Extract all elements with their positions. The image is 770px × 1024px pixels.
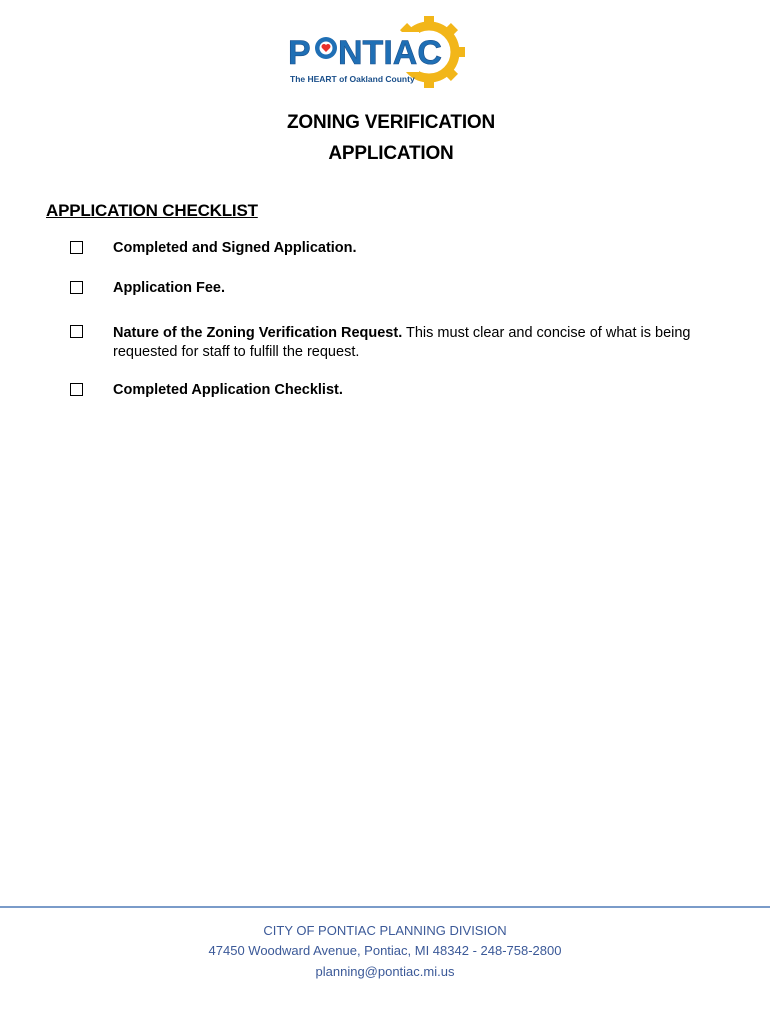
checklist-item-description: This must clear and concise of what is being requested for staff to fulfill the request. bbox=[113, 325, 691, 360]
logo-tagline: The HEART of Oakland County bbox=[290, 74, 415, 84]
checkbox-application-fee[interactable] bbox=[70, 281, 83, 294]
checklist-item bbox=[113, 239, 713, 258]
pontiac-logo bbox=[286, 16, 466, 92]
footer-divider bbox=[0, 906, 770, 908]
checklist-item-label: Completed and Signed Application. bbox=[113, 240, 357, 256]
checklist-item-label: Application Fee. bbox=[113, 280, 225, 296]
checklist-item bbox=[113, 279, 713, 298]
checkbox-signed-application[interactable] bbox=[70, 241, 83, 254]
page-title-line2: APPLICATION bbox=[328, 143, 454, 164]
checklist-item-label: Nature of the Zoning Verification Request. bbox=[113, 325, 403, 341]
pontiac-logo-graphic bbox=[286, 16, 466, 92]
checkbox-nature-of-request[interactable] bbox=[70, 325, 83, 338]
page-title-line1: ZONING VERIFICATION bbox=[286, 112, 495, 133]
checkbox-completed-checklist[interactable] bbox=[70, 383, 83, 396]
heart-icon bbox=[315, 37, 337, 59]
checklist-heading: APPLICATION CHECKLIST bbox=[46, 201, 258, 220]
checklist-item bbox=[113, 324, 713, 362]
checklist-item bbox=[113, 381, 713, 400]
logo-wordmark: P bbox=[288, 34, 311, 72]
footer-organization: CITY OF PONTIAC PLANNING DIVISION bbox=[263, 923, 507, 938]
checklist-item-label: Completed Application Checklist. bbox=[113, 382, 343, 398]
footer-address: 47450 Woodward Avenue, Pontiac, MI 48342 - 248-758-2800 bbox=[208, 943, 562, 958]
footer-email[interactable]: planning@pontiac.mi.us bbox=[315, 964, 455, 979]
svg-text:NTIAC: NTIAC bbox=[338, 34, 442, 72]
